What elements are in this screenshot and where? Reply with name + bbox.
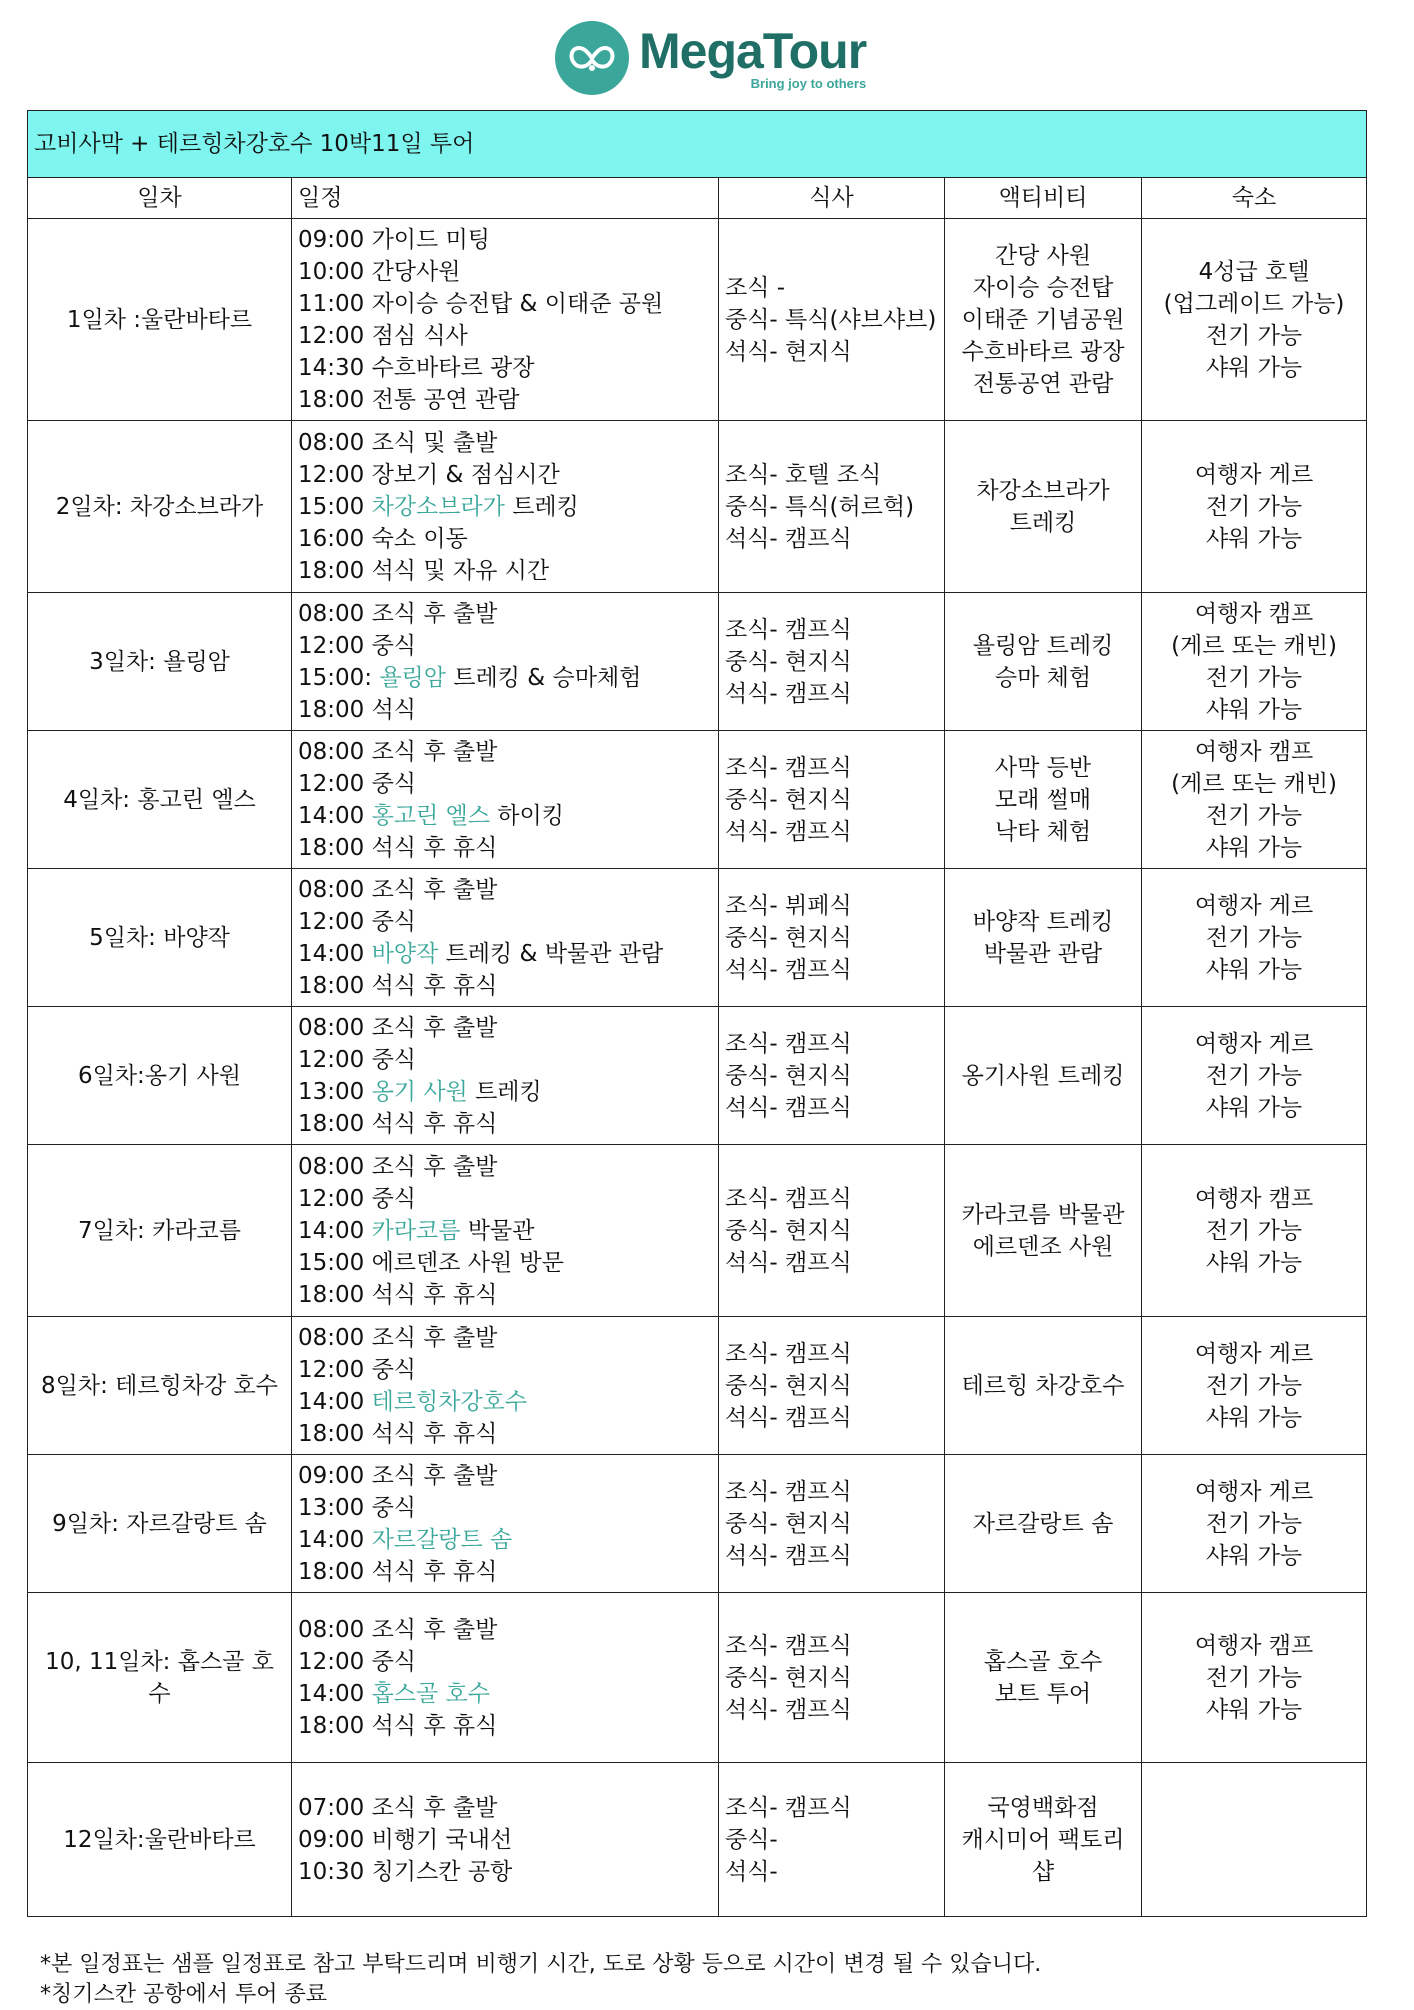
schedule-line (298, 598, 712, 630)
place-highlight: 홉스골 호수 (371, 1680, 490, 1707)
lodging-cell-line: 여행자 게르 (1194, 892, 1314, 919)
meals-cell-line: 중식- 현지식 (725, 1510, 852, 1537)
activity-cell (945, 593, 1142, 731)
place-highlight: 홍고린 엘스 (371, 802, 490, 829)
schedule-line (298, 1418, 712, 1450)
schedule-text: 18:00 석식 (298, 696, 417, 723)
meals-cell-line: 중식- 현지식 (725, 1372, 852, 1399)
day-cell: 8일차: 테르힝차강 호수 (28, 1317, 292, 1455)
schedule-text: 08:00 조식 후 출발 (298, 1014, 498, 1041)
lodging-cell-line: 샤워 가능 (1205, 1249, 1303, 1276)
schedule-text: 14:00 (298, 802, 372, 829)
activity-cell-line: 바양작 트레킹 (972, 908, 1114, 935)
activity-cell (945, 421, 1142, 593)
lodging-cell-line: 전기 가능 (1205, 664, 1303, 691)
schedule-line (298, 459, 712, 491)
schedule-text: 18:00 석식 후 휴식 (298, 1712, 498, 1739)
lodging-cell (1142, 1763, 1367, 1917)
logo-icon (555, 21, 629, 95)
schedule-text: 18:00 석식 후 휴식 (298, 1110, 498, 1137)
activity-cell-line: 이태준 기념공원 (961, 306, 1125, 333)
place-highlight: 차강소브라가 (371, 493, 505, 520)
meals-cell-line: 중식- 현지식 (725, 924, 852, 951)
lodging-cell (1142, 1317, 1367, 1455)
schedule-line (298, 1044, 712, 1076)
place-highlight: 테르힝차강호수 (371, 1388, 528, 1415)
schedule-line (298, 1108, 712, 1140)
header-lodging: 숙소 (1142, 178, 1367, 219)
meals-cell-line: 조식 - (725, 274, 786, 301)
activity-cell (945, 219, 1142, 421)
place-highlight: 욜링암 (379, 664, 446, 691)
schedule-text: 18:00 석식 후 휴식 (298, 1420, 498, 1447)
lodging-cell-line: 여행자 캠프 (1194, 1185, 1314, 1212)
schedule-text: 14:00 (298, 1680, 372, 1707)
activity-cell (945, 1145, 1142, 1317)
schedule-cell (292, 1317, 719, 1455)
lodging-cell-line: 4성급 호텔 (1198, 258, 1310, 285)
lodging-cell-line: 샤워 가능 (1205, 834, 1303, 861)
table-title: 고비사막 + 테르힝차강호수 10박11일 투어 (28, 111, 1367, 178)
lodging-cell (1142, 869, 1367, 1007)
schedule-text: 08:00 조식 후 출발 (298, 1616, 498, 1643)
schedule-cell (292, 1763, 719, 1917)
schedule-text: 박물관 (460, 1217, 535, 1244)
header-day: 일차 (28, 178, 292, 219)
meals-cell-line: 중식- 현지식 (725, 786, 852, 813)
lodging-cell-line: 여행자 게르 (1194, 1478, 1314, 1505)
lodging-cell-line: 전기 가능 (1205, 1510, 1303, 1537)
activity-cell-line: 차강소브라가 (976, 477, 1110, 504)
activity-cell-line: 간당 사원 (994, 242, 1092, 269)
schedule-line (298, 1279, 712, 1311)
activity-cell-line: 카라코름 박물관 (961, 1201, 1125, 1228)
table-header-row (28, 178, 1367, 219)
meals-cell-line: 중식- 특식(샤브샤브) (725, 306, 937, 333)
lodging-cell-line: 전기 가능 (1205, 493, 1303, 520)
meals-cell-line: 중식- 현지식 (725, 1217, 852, 1244)
meals-cell-line: 조식- 캠프식 (725, 1340, 852, 1367)
lodging-cell (1142, 1593, 1367, 1763)
place-highlight: 카라코름 (371, 1217, 461, 1244)
schedule-line (298, 1824, 712, 1856)
meals-cell (719, 593, 945, 731)
lodging-cell-line: 샤워 가능 (1205, 354, 1303, 381)
schedule-text: 14:00 (298, 1526, 372, 1553)
schedule-line (298, 523, 712, 555)
footnote-1: *본 일정표는 샘플 일정표로 참고 부탁드리며 비행기 시간, 도로 상황 등으로 시간이 변경 될 수 있습니다. (40, 1952, 1042, 1977)
table-title-row (28, 111, 1367, 178)
schedule-line (298, 1492, 712, 1524)
activity-cell-line: 낙타 체험 (994, 818, 1092, 845)
day-cell: 6일차:옹기 사원 (28, 1007, 292, 1145)
day-cell: 2일차: 차강소브라가 (28, 421, 292, 593)
activity-cell (945, 731, 1142, 869)
header-activity: 액티비티 (945, 178, 1142, 219)
schedule-text: 트레킹 (504, 493, 579, 520)
day-cell: 12일차:울란바타르 (28, 1763, 292, 1917)
lodging-cell-line: 전기 가능 (1205, 1062, 1303, 1089)
meals-cell-line: 조식- 캠프식 (725, 1185, 852, 1212)
schedule-line (298, 800, 712, 832)
header-meals: 식사 (719, 178, 945, 219)
lodging-cell-line: 샤워 가능 (1205, 1404, 1303, 1431)
meals-cell (719, 869, 945, 1007)
table-row (28, 731, 1367, 869)
day-cell: 1일차 :울란바타르 (28, 219, 292, 421)
schedule-text: 12:00 중식 (298, 770, 417, 797)
brand-logo (555, 18, 866, 98)
schedule-cell (292, 1593, 719, 1763)
schedule-line (298, 970, 712, 1002)
activity-cell (945, 1763, 1142, 1917)
activity-cell-line: 보트 투어 (994, 1680, 1092, 1707)
meals-cell-line: 석식- 캠프식 (725, 1404, 852, 1431)
schedule-text: 14:00 (298, 1388, 372, 1415)
lodging-cell-line: 여행자 게르 (1194, 1340, 1314, 1367)
schedule-text: 18:00 석식 후 휴식 (298, 1281, 498, 1308)
meals-cell-line: 조식- 캠프식 (725, 616, 852, 643)
lodging-cell (1142, 421, 1367, 593)
schedule-line (298, 1076, 712, 1108)
schedule-text: 18:00 석식 후 휴식 (298, 1558, 498, 1585)
activity-cell (945, 1317, 1142, 1455)
itinerary-table (27, 110, 1367, 1917)
activity-cell-line: 홉스골 호수 (983, 1648, 1103, 1675)
brand-tagline: Bring joy to others (750, 75, 867, 91)
place-highlight: 바양작 (371, 940, 439, 967)
meals-cell-line: 석식- 캠프식 (725, 1696, 852, 1723)
schedule-text: 08:00 조식 후 출발 (298, 876, 498, 903)
table-row (28, 1007, 1367, 1145)
schedule-line (298, 938, 712, 970)
table-row (28, 1593, 1367, 1763)
schedule-line (298, 1386, 712, 1418)
schedule-line (298, 1856, 712, 1888)
meals-cell-line: 석식- 캠프식 (725, 1542, 852, 1569)
schedule-line (298, 1151, 712, 1183)
schedule-text: 08:00 조식 후 출발 (298, 1153, 498, 1180)
schedule-text: 14:00 (298, 1217, 372, 1244)
lodging-cell-line: (게르 또는 캐빈) (1171, 770, 1337, 797)
meals-cell-line: 조식- 호텔 조식 (725, 461, 882, 488)
schedule-text: 15:00 (298, 493, 372, 520)
activity-cell (945, 1007, 1142, 1145)
lodging-cell-line: 전기 가능 (1205, 1217, 1303, 1244)
meals-cell-line: 중식- 현지식 (725, 1062, 852, 1089)
activity-cell-line: 욜링암 트레킹 (972, 632, 1114, 659)
activity-cell-line: 모래 썰매 (994, 786, 1092, 813)
brand-name: MegaTour (639, 22, 867, 79)
schedule-text: 10:30 칭기스칸 공항 (298, 1858, 513, 1885)
activity-cell (945, 1593, 1142, 1763)
table-row (28, 593, 1367, 731)
lodging-cell-line: (게르 또는 캐빈) (1171, 632, 1337, 659)
schedule-line (298, 1646, 712, 1678)
lodging-cell-line: 여행자 캠프 (1194, 1632, 1314, 1659)
lodging-cell-line: (업그레이드 가능) (1163, 290, 1345, 317)
schedule-text: 10:00 간당사원 (298, 258, 461, 285)
schedule-text: 12:00 중식 (298, 908, 417, 935)
table-row (28, 1763, 1367, 1917)
schedule-line (298, 491, 712, 523)
lodging-cell-line: 여행자 캠프 (1194, 738, 1314, 765)
place-highlight: 자르갈랑트 솜 (371, 1526, 513, 1553)
schedule-cell (292, 869, 719, 1007)
table-row (28, 421, 1367, 593)
schedule-text: 18:00 석식 및 자유 시간 (298, 557, 550, 584)
schedule-line (298, 1792, 712, 1824)
meals-cell (719, 731, 945, 869)
meals-cell-line: 중식- 현지식 (725, 1664, 852, 1691)
day-cell: 10, 11일차: 홉스골 호수 (28, 1593, 292, 1763)
schedule-line (298, 1460, 712, 1492)
schedule-text: 하이킹 (490, 802, 564, 829)
lodging-cell-line: 여행자 게르 (1194, 1030, 1314, 1057)
lodging-cell-line: 샤워 가능 (1205, 1094, 1303, 1121)
day-cell: 7일차: 카라코름 (28, 1145, 292, 1317)
schedule-line (298, 555, 712, 587)
meals-cell-line: 중식- 현지식 (725, 648, 852, 675)
schedule-text: 12:00 중식 (298, 632, 417, 659)
schedule-line (298, 1556, 712, 1588)
schedule-line (298, 662, 712, 694)
schedule-cell (292, 219, 719, 421)
header-schedule: 일정 (292, 178, 719, 219)
schedule-text: 13:00 (298, 1078, 372, 1105)
schedule-text: 18:00 석식 후 휴식 (298, 834, 498, 861)
schedule-text: 12:00 중식 (298, 1185, 417, 1212)
schedule-text: 07:00 조식 후 출발 (298, 1794, 498, 1821)
meals-cell (719, 219, 945, 421)
meals-cell-line: 조식- 캠프식 (725, 1794, 852, 1821)
meals-cell-line: 석식- 캠프식 (725, 818, 852, 845)
schedule-text: 09:00 비행기 국내선 (298, 1826, 513, 1853)
meals-cell-line: 석식- 캠프식 (725, 956, 852, 983)
table-row (28, 1455, 1367, 1593)
schedule-line (298, 1322, 712, 1354)
schedule-line (298, 1247, 712, 1279)
schedule-text: 12:00 중식 (298, 1046, 417, 1073)
meals-cell-line: 석식- 캠프식 (725, 1094, 852, 1121)
activity-cell-line: 에르덴조 사원 (972, 1233, 1114, 1260)
meals-cell-line: 조식- 캠프식 (725, 754, 852, 781)
schedule-line (298, 630, 712, 662)
schedule-text: 09:00 조식 후 출발 (298, 1462, 498, 1489)
activity-cell-line: 사막 등반 (994, 754, 1092, 781)
schedule-cell (292, 1455, 719, 1593)
table-row (28, 869, 1367, 1007)
schedule-cell (292, 1007, 719, 1145)
schedule-text: 18:00 전통 공연 관람 (298, 386, 520, 413)
schedule-text: 트레킹 (467, 1078, 542, 1105)
schedule-line (298, 1678, 712, 1710)
schedule-text: 15:00 에르덴조 사원 방문 (298, 1249, 564, 1276)
schedule-text: 11:00 자이승 승전탑 & 이태준 공원 (298, 290, 664, 317)
activity-cell-line: 샵 (1031, 1858, 1055, 1885)
lodging-cell (1142, 219, 1367, 421)
lodging-cell (1142, 1007, 1367, 1145)
schedule-cell (292, 421, 719, 593)
meals-cell-line: 중식- 특식(허르헉) (725, 493, 915, 520)
lodging-cell-line: 샤워 가능 (1205, 1696, 1303, 1723)
schedule-cell (292, 731, 719, 869)
activity-cell-line: 옹기사원 트레킹 (961, 1062, 1125, 1089)
schedule-text: 트레킹 & 승마체험 (446, 664, 642, 691)
schedule-line (298, 320, 712, 352)
day-cell: 3일차: 욜링암 (28, 593, 292, 731)
schedule-cell (292, 593, 719, 731)
meals-cell-line: 조식- 뷔페식 (725, 892, 852, 919)
meals-cell-line: 석식- 캠프식 (725, 1249, 852, 1276)
activity-cell-line: 캐시미어 팩토리 (961, 1826, 1125, 1853)
meals-cell (719, 1317, 945, 1455)
place-highlight: 옹기 사원 (371, 1078, 468, 1105)
activity-cell-line: 전통공연 관람 (972, 370, 1114, 397)
table-row (28, 219, 1367, 421)
schedule-text: 12:00 장보기 & 점심시간 (298, 461, 560, 488)
schedule-line (298, 694, 712, 726)
lodging-cell-line: 전기 가능 (1205, 1664, 1303, 1691)
activity-cell-line: 테르힝 차강호수 (961, 1372, 1125, 1399)
schedule-text: 15:00: (298, 664, 380, 691)
activity-cell-line: 자르갈랑트 솜 (972, 1510, 1114, 1537)
schedule-line (298, 736, 712, 768)
schedule-text: 12:00 중식 (298, 1356, 417, 1383)
schedule-text: 트레킹 & 박물관 관람 (438, 940, 664, 967)
meals-cell (719, 1593, 945, 1763)
schedule-line (298, 1183, 712, 1215)
schedule-line (298, 352, 712, 384)
lodging-cell-line: 샤워 가능 (1205, 956, 1303, 983)
schedule-text: 12:00 중식 (298, 1648, 417, 1675)
schedule-line (298, 256, 712, 288)
day-cell: 4일차: 홍고린 엘스 (28, 731, 292, 869)
lodging-cell-line: 전기 가능 (1205, 322, 1303, 349)
schedule-text: 18:00 석식 후 휴식 (298, 972, 498, 999)
schedule-line (298, 874, 712, 906)
meals-cell (719, 421, 945, 593)
schedule-line (298, 1215, 712, 1247)
meals-cell-line: 석식- (725, 1858, 778, 1885)
lodging-cell-line: 여행자 게르 (1194, 461, 1314, 488)
activity-cell (945, 1455, 1142, 1593)
activity-cell-line: 승마 체험 (994, 664, 1092, 691)
lodging-cell-line: 샤워 가능 (1205, 1542, 1303, 1569)
meals-cell-line: 석식- 캠프식 (725, 680, 852, 707)
lodging-cell (1142, 1455, 1367, 1593)
footnote-2: *칭기스칸 공항에서 투어 종료 (40, 1982, 328, 2007)
lodging-cell-line: 샤워 가능 (1205, 696, 1303, 723)
lodging-cell (1142, 593, 1367, 731)
lodging-cell (1142, 1145, 1367, 1317)
schedule-text: 13:00 중식 (298, 1494, 417, 1521)
schedule-text: 16:00 숙소 이동 (298, 525, 468, 552)
meals-cell-line: 석식- 캠프식 (725, 525, 852, 552)
schedule-line (298, 384, 712, 416)
schedule-line (298, 906, 712, 938)
schedule-cell (292, 1145, 719, 1317)
day-cell: 9일차: 자르갈랑트 솜 (28, 1455, 292, 1593)
meals-cell (719, 1455, 945, 1593)
activity-cell-line: 국영백화점 (987, 1794, 1099, 1821)
lodging-cell-line: 샤워 가능 (1205, 525, 1303, 552)
activity-cell-line: 자이승 승전탑 (972, 274, 1114, 301)
meals-cell (719, 1145, 945, 1317)
meals-cell-line: 조식- 캠프식 (725, 1478, 852, 1505)
schedule-line (298, 1614, 712, 1646)
meals-cell-line: 중식- (725, 1826, 778, 1853)
lodging-cell-line: 전기 가능 (1205, 802, 1303, 829)
lodging-cell-line: 여행자 캠프 (1194, 600, 1314, 627)
activity-cell-line: 트레킹 (1009, 509, 1077, 536)
schedule-text: 12:00 점심 식사 (298, 322, 468, 349)
schedule-line (298, 768, 712, 800)
day-cell: 5일차: 바양작 (28, 869, 292, 1007)
lodging-cell-line: 전기 가능 (1205, 924, 1303, 951)
table-row (28, 1145, 1367, 1317)
meals-cell-line: 조식- 캠프식 (725, 1030, 852, 1057)
schedule-line (298, 1012, 712, 1044)
schedule-line (298, 1710, 712, 1742)
activity-cell (945, 869, 1142, 1007)
schedule-text: 08:00 조식 후 출발 (298, 600, 498, 627)
schedule-line (298, 288, 712, 320)
schedule-text: 08:00 조식 후 출발 (298, 738, 498, 765)
schedule-text: 14:30 수흐바타르 광장 (298, 354, 535, 381)
schedule-text: 14:00 (298, 940, 372, 967)
schedule-line (298, 427, 712, 459)
meals-cell (719, 1763, 945, 1917)
schedule-line (298, 224, 712, 256)
schedule-line (298, 1354, 712, 1386)
schedule-line (298, 1524, 712, 1556)
meals-cell-line: 석식- 현지식 (725, 338, 852, 365)
schedule-text: 08:00 조식 및 출발 (298, 429, 498, 456)
lodging-cell (1142, 731, 1367, 869)
schedule-text: 08:00 조식 후 출발 (298, 1324, 498, 1351)
lodging-cell-line: 전기 가능 (1205, 1372, 1303, 1399)
schedule-text: 09:00 가이드 미팅 (298, 226, 490, 253)
table-row (28, 1317, 1367, 1455)
activity-cell-line: 박물관 관람 (983, 940, 1103, 967)
schedule-line (298, 832, 712, 864)
meals-cell (719, 1007, 945, 1145)
activity-cell-line: 수흐바타르 광장 (961, 338, 1125, 365)
meals-cell-line: 조식- 캠프식 (725, 1632, 852, 1659)
